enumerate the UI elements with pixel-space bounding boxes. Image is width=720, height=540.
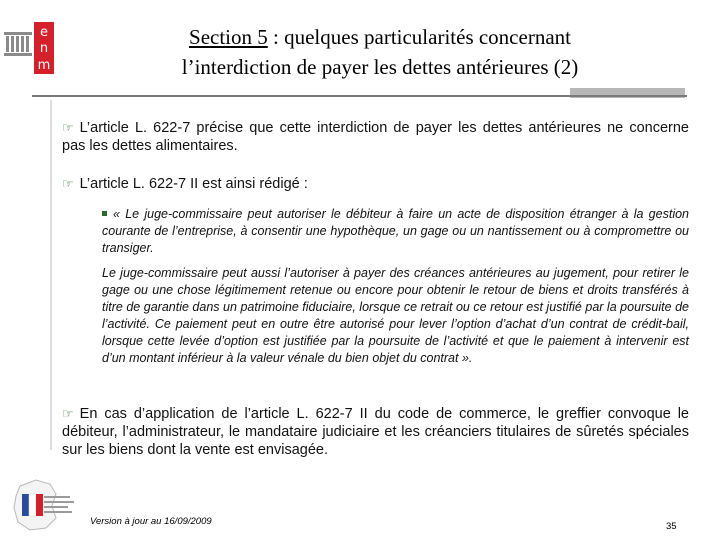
ministry-emblem (6, 476, 80, 534)
svg-text:n: n (39, 41, 49, 56)
quote-1-text: « Le juge-commissaire peut autoriser le débiteur à faire un acte de disposition étranger à la gestion courante de l’entreprise, à consentir une hypothèque, un gage ou un nantissement ou à compromettre ou transiger. (102, 207, 689, 255)
square-bullet-icon (102, 211, 107, 216)
enm-logo (2, 22, 54, 74)
pointing-hand-icon: ☞ (62, 406, 74, 421)
title-line-1-rest: : quelques particularités concernant (267, 25, 571, 49)
svg-text:m: m (37, 58, 51, 73)
slide-title (70, 22, 690, 82)
pointing-hand-icon: ☞ (62, 120, 74, 135)
title-line-1 (70, 22, 690, 52)
section-label: Section 5 (189, 25, 268, 49)
title-line-2: l’interdiction de payer les dettes antérieures (2) (181, 55, 579, 79)
title-divider (32, 95, 687, 97)
page-number: 35 (666, 521, 677, 532)
bullet-paragraph-3 (62, 405, 689, 459)
bullet-paragraph-1 (62, 119, 689, 155)
bullet-paragraph-2 (62, 175, 689, 193)
quote-paragraph-1 (102, 206, 689, 257)
pointing-hand-icon: ☞ (62, 176, 74, 191)
version-date: Version à jour au 16/09/2009 (90, 516, 212, 527)
quote-paragraph-2: Le juge-commissaire peut aussi l’autoriser à payer des créances antérieures au jugement, pour retirer le gage ou une chose légitimement retenue ou encore pour obtenir le retour de biens et droits transférés à titre de garantie dans un patrimoine fiduciaire, lorsque ce retrait ou ce retour est justifié par la poursuite de l’activité. Ce paiement peut en outre être autorisé pour lever l’option d’achat d’un contrat de crédit-bail, lorsque cette levée d’option est justifiée par la poursuite de l’activité et que le paiement à intervenir est d’un montant inférieur à la valeur vénale du bien objet du contrat ». (102, 266, 689, 365)
left-margin-line (50, 100, 52, 450)
paragraph-1-text: L’article L. 622-7 précise que cette interdiction de payer les dettes antérieures ne concerne pas les dettes alimentaires. (62, 120, 689, 154)
paragraph-2-text: L’article L. 622-7 II est ainsi rédigé : (79, 176, 308, 192)
paragraph-3-text: En cas d’application de l’article L. 622-7 II du code de commerce, le greffier convoque le débiteur, l’administrateur, le mandataire judiciaire et les créanciers titulaires de sûretés spéciales sur les biens dont la vente est envisagée. (62, 406, 689, 458)
svg-text:e: e (40, 25, 48, 40)
